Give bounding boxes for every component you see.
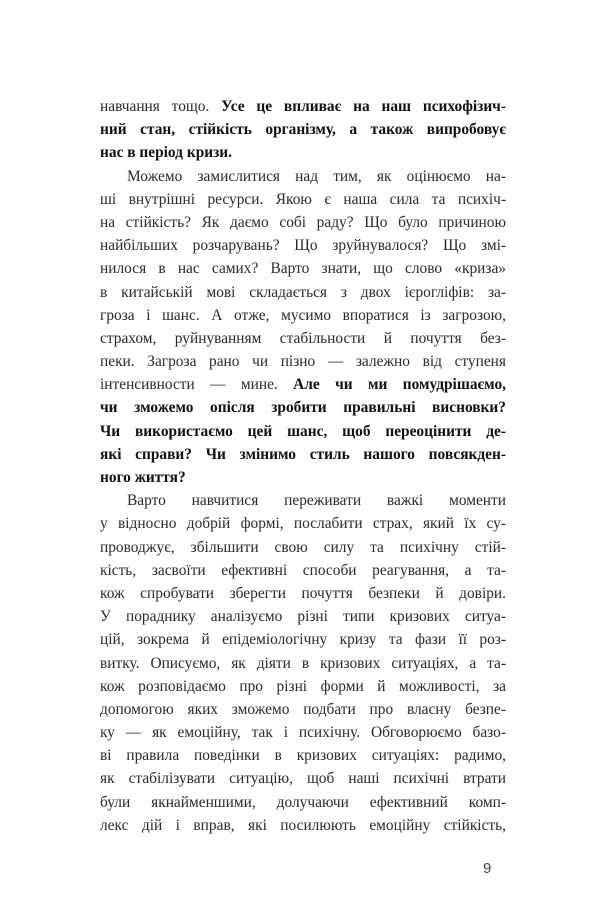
bold-text: нас в період кризи. — [100, 144, 233, 162]
bold-text: чи зможемо опісля зробити правильні висновки? — [100, 399, 506, 417]
text-line — [100, 165, 506, 188]
bold-text: Усе це впливає на наш психофізич- — [221, 98, 506, 115]
body-text: були якнайменшими, долучаючи ефективний комп- — [100, 793, 506, 811]
body-text: інтенсивности — мине. — [100, 376, 294, 394]
text-line — [100, 327, 506, 350]
text-line — [100, 281, 506, 304]
body-text: нилося в нас самих? Варто знати, що слово «криза» — [100, 260, 506, 278]
text-line — [100, 791, 506, 814]
page-body-text — [100, 95, 506, 837]
body-text: Варто навчитися переживати важкі моменти — [127, 492, 506, 510]
text-line — [100, 652, 506, 675]
text-line — [100, 559, 506, 582]
text-line — [100, 443, 506, 466]
body-text: У порадн​ику аналізуємо різні типи кризових ситуа- — [100, 608, 506, 626]
body-text: гроза і шанс. А отже, мусимо впоратися із загрозою, — [100, 306, 506, 324]
body-text: кож розповідаємо про різні форми й можливості, за — [100, 677, 506, 695]
body-text: на стійкість? Як даємо собі раду? Що було причиною — [100, 213, 506, 231]
bold-text: Чи використаємо цей шанс, щоб переоцінити де- — [100, 422, 506, 440]
text-line — [100, 814, 506, 837]
body-text: пеки. Загроза рано чи пізно — залежно від ступеня — [100, 353, 506, 371]
bold-text: ний стан, стійкість організму, а також випробовує — [100, 121, 506, 139]
body-text: кість, засвоїти ефективні способи реагування, а та- — [100, 561, 506, 579]
body-text: кож спробувати зберегти почуття безпеки й довіри. — [100, 584, 506, 602]
text-line — [100, 489, 506, 512]
text-line — [100, 767, 506, 790]
text-line — [100, 95, 506, 118]
body-text: витку. Описуємо, як діяти в кризових ситуаціях, а та- — [100, 654, 506, 672]
body-text: ві правила поведінки в кризових ситуаціях: радимо, — [100, 747, 506, 765]
body-text: лекс дій і вправ, які посилюють емоційну стійкість, — [100, 816, 506, 834]
text-line — [100, 257, 506, 280]
body-text: допомогою яких зможемо подбати про власну безпе- — [100, 700, 506, 718]
text-line — [100, 675, 506, 698]
body-text: в китайській мові складається з двох ієрогліфів: за- — [100, 283, 506, 301]
text-line — [100, 396, 506, 419]
text-line — [100, 141, 506, 164]
body-text: у відносно добрій формі, послабити страх, який їх су- — [100, 515, 506, 533]
text-line — [100, 582, 506, 605]
text-line — [100, 466, 506, 489]
body-text: найбільших розчарувань? Що зруйнувалося? Що змі- — [100, 237, 506, 255]
bold-text: Але чи ми помудрішаємо, — [293, 376, 506, 394]
body-text: ку — як емоційну, так і психічну. Обговорюємо базо- — [100, 724, 506, 742]
text-line — [100, 118, 506, 141]
text-line — [100, 605, 506, 628]
body-text: проводжує, збільшити свою силу та психічну стій- — [100, 538, 506, 556]
text-line — [100, 350, 506, 373]
text-line — [100, 698, 506, 721]
body-text: навчання тощо. — [100, 98, 222, 115]
bold-text: які справи? Чи змінимо стиль нашого повсякден- — [100, 445, 506, 463]
text-line — [100, 211, 506, 234]
text-line — [100, 721, 506, 744]
bold-text: ного життя? — [100, 469, 186, 486]
body-text: як стабілізувати ситуацію, щоб наші психічні втрати — [100, 770, 506, 788]
page-number: 9 — [483, 860, 492, 877]
body-text: страхом, руйнуванням стабільности й почуття без- — [100, 329, 506, 347]
text-line — [100, 512, 506, 535]
text-line — [100, 373, 506, 396]
body-text: Можемо замислитися над тим, як оцінюємо на- — [127, 167, 506, 185]
body-text: ші внутрішні ресурси. Якою є наша сила та психіч- — [100, 190, 506, 208]
text-line — [100, 536, 506, 559]
text-line — [100, 188, 506, 211]
body-text: цій, зокрема й епідеміологічну кризу та фази її роз- — [100, 631, 506, 649]
text-line — [100, 744, 506, 767]
text-line — [100, 234, 506, 257]
text-line — [100, 628, 506, 651]
text-line — [100, 420, 506, 443]
text-line — [100, 304, 506, 327]
